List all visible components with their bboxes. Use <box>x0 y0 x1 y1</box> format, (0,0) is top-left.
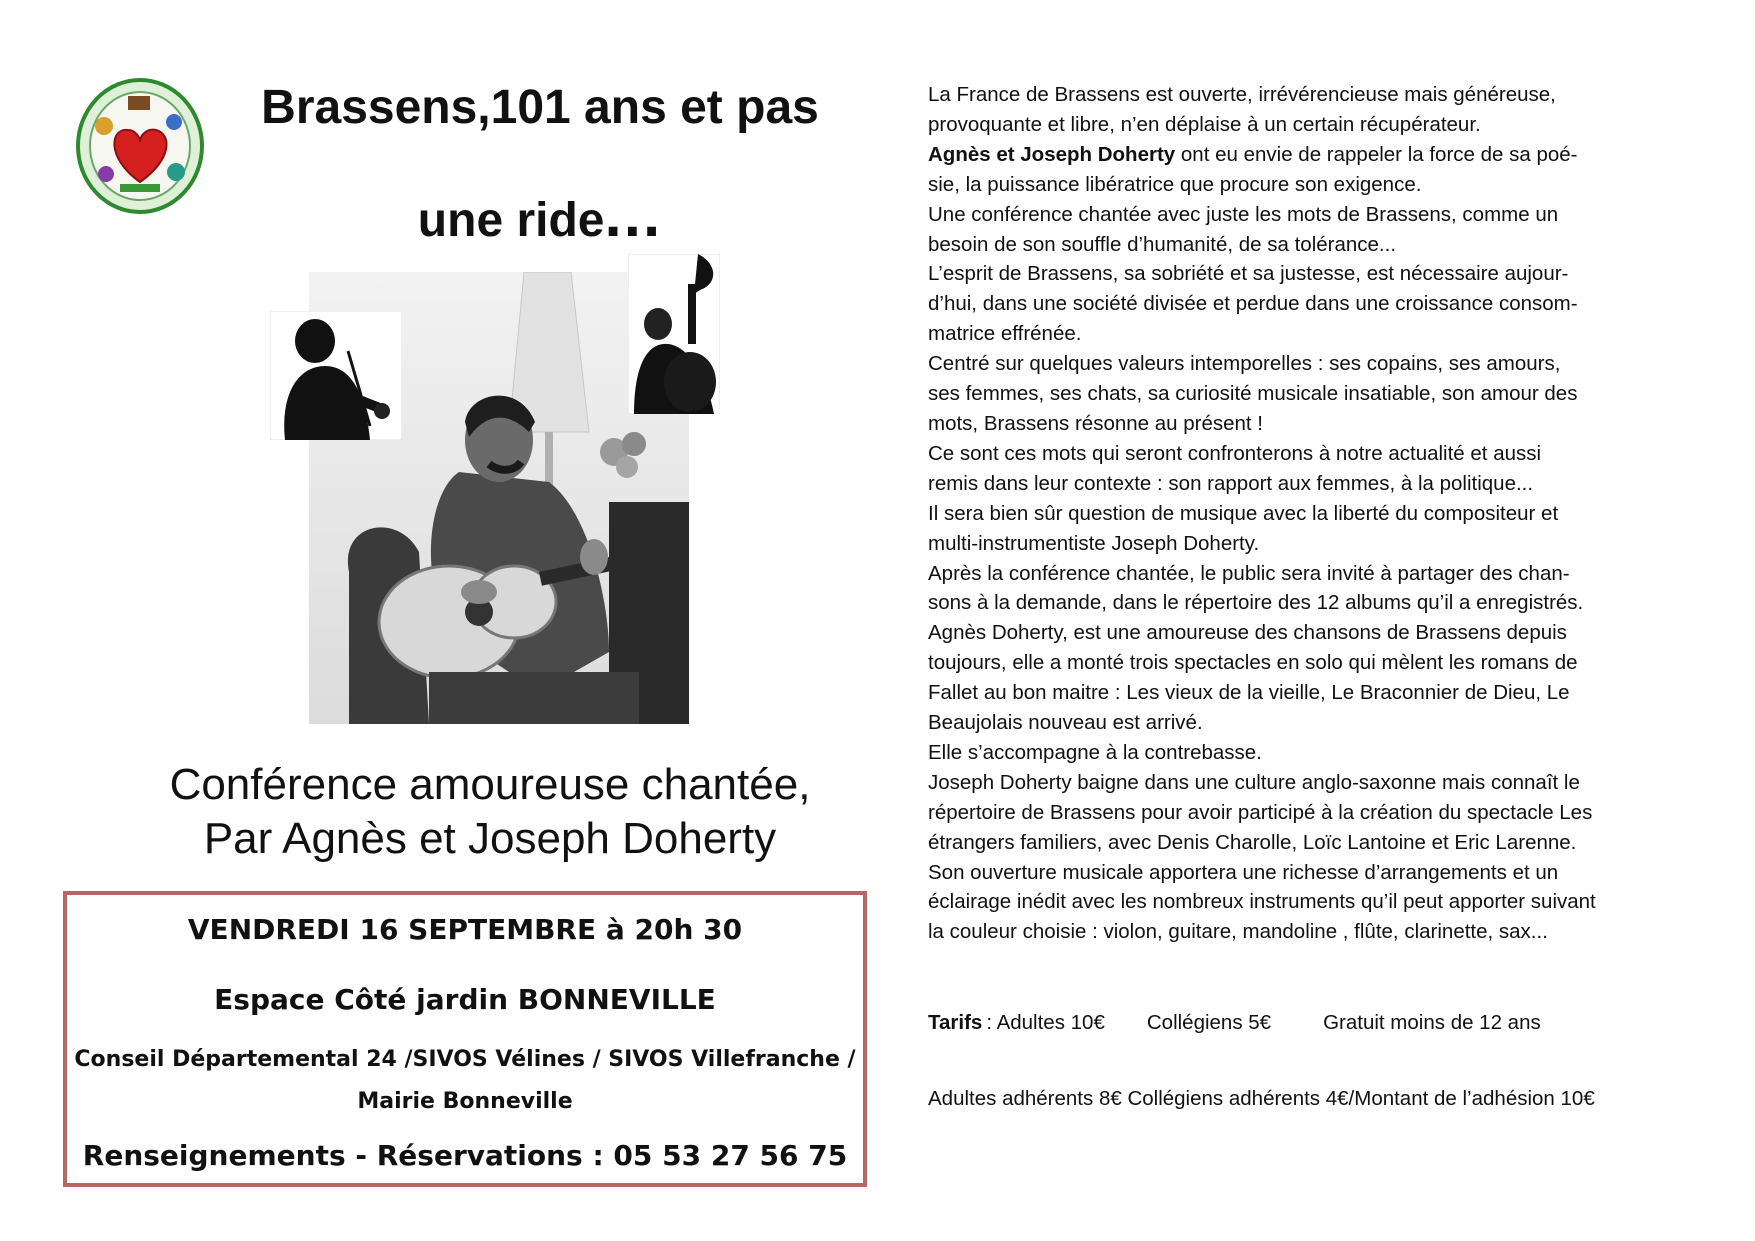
body-line: Ce sont ces mots qui seront confronterons à notre actualité et aussi <box>928 441 1542 465</box>
price-adults: : Adultes 10€ <box>986 1011 1105 1034</box>
body-line: Agnès Doherty, est une amoureuse des chansons de Brassens depuis <box>928 621 1567 645</box>
price-students: Collégiens 5€ <box>1146 1011 1272 1034</box>
double-bass-player-photo <box>628 254 720 414</box>
subtitle-line-2: Par Agnès et Joseph Doherty <box>203 814 777 863</box>
title-text: une ride <box>417 194 605 247</box>
body-line: étrangers familiers, avec Denis Charolle, Loïc Lantoine et Eric Larenne. <box>928 830 1577 854</box>
body-line: sons à la demande, dans le répertoire des 12 albums qu’il a enregistrés. <box>928 591 1584 615</box>
body-line: éclairage inédit avec les nombreux instruments qu’il peut apporter suivant <box>928 890 1596 914</box>
pricing-line <box>928 1011 1541 1035</box>
body-line: d’hui, dans une société divisée et perdue dans une croissance consom- <box>928 292 1578 316</box>
body-line: Une conférence chantée avec juste les mots de Brassens, comme un <box>928 202 1559 226</box>
body-line-rest: ont eu envie de rappeler la force de sa poé- <box>1175 142 1578 166</box>
event-title-line-1: Brassens,101 ans et pas <box>261 81 819 134</box>
description-text <box>928 80 1708 947</box>
event-date: VENDREDI 16 SEPTEMBRE à 20h 30 <box>187 913 743 946</box>
body-line: Elle s’accompagne à la contrebasse. <box>928 740 1262 764</box>
body-line: Joseph Doherty baigne dans une culture anglo-saxonne mais connaît le <box>928 770 1580 794</box>
reservation-contact: Renseignements - Réservations : 05 53 27 56 75 <box>82 1139 848 1172</box>
body-line: Son ouverture musicale apportera une richesse d’arrangements et un <box>928 860 1559 884</box>
body-line: répertoire de Brassens pour avoir participé à la création du spectacle Les <box>928 800 1593 824</box>
body-line: ses femmes, ses chats, sa curiosité musicale insatiable, son amour des <box>928 382 1578 406</box>
double-bass-icon <box>628 254 720 414</box>
event-info-box <box>63 891 867 1187</box>
member-pricing-line: Adultes adhérents 8€ Collégiens adhérents 4€/Montant de l’adhésion 10€ <box>928 1087 1595 1110</box>
event-venue: Espace Côté jardin BONNEVILLE <box>214 983 716 1016</box>
heart-logo-icon <box>76 78 204 214</box>
violin-player-icon <box>270 311 402 440</box>
artists-name: Agnès et Joseph Doherty <box>928 142 1176 166</box>
body-line: Centré sur quelques valeurs intemporelles : ses copains, ses amours, <box>928 352 1561 376</box>
body-line: la couleur choisie : violon, guitare, mandoline , flûte, clarinette, sax... <box>928 920 1548 944</box>
body-line: multi-instrumentiste Joseph Doherty. <box>928 531 1260 555</box>
body-line: Beaujolais nouveau est arrivé. <box>928 711 1203 735</box>
event-title-line-2 <box>230 180 850 251</box>
body-line <box>928 140 1708 170</box>
body-line: matrice effrénée. <box>928 322 1082 346</box>
body-line: Après la conférence chantée, le public sera invité à partager des chan- <box>928 561 1570 585</box>
body-line: sie, la puissance libératrice que procure son exigence. <box>928 172 1422 196</box>
body-line: toujours, elle a monté trois spectacles en solo qui mèlent les romans de <box>928 651 1578 675</box>
body-line: besoin de son souffle d’humanité, de sa tolérance... <box>928 232 1397 256</box>
body-line: provoquante et libre, n’en déplaise à un certain récupérateur. <box>928 112 1481 136</box>
subtitle-line-1: Conférence amoureuse chantée, <box>169 760 811 809</box>
body-line: Fallet au bon maitre : Les vieux de la vieille, Le Braconnier de Dieu, Le <box>928 681 1570 705</box>
body-line: Il sera bien sûr question de musique avec la liberté du compositeur et <box>928 501 1559 525</box>
body-line: La France de Brassens est ouverte, irrévérencieuse mais généreuse, <box>928 83 1556 106</box>
body-line: remis dans leur contexte : son rapport aux femmes, à la politique... <box>928 471 1534 495</box>
organizers-line-1: Conseil Départemental 24 /SIVOS Vélines / SIVOS Villefranche / <box>74 1047 856 1072</box>
body-line: mots, Brassens résonne au présent ! <box>928 411 1264 435</box>
price-free-under-12: Gratuit moins de 12 ans <box>1323 1011 1541 1034</box>
organizers-line-2: Mairie Bonneville <box>357 1089 573 1114</box>
body-line: L’esprit de Brassens, sa sobriété et sa justesse, est nécessaire aujour- <box>928 262 1569 286</box>
violinist-silhouette-photo <box>270 311 402 440</box>
title-ellipsis: ... <box>604 181 663 250</box>
organization-logo <box>76 78 204 214</box>
pricing-label: Tarifs <box>928 1011 983 1034</box>
